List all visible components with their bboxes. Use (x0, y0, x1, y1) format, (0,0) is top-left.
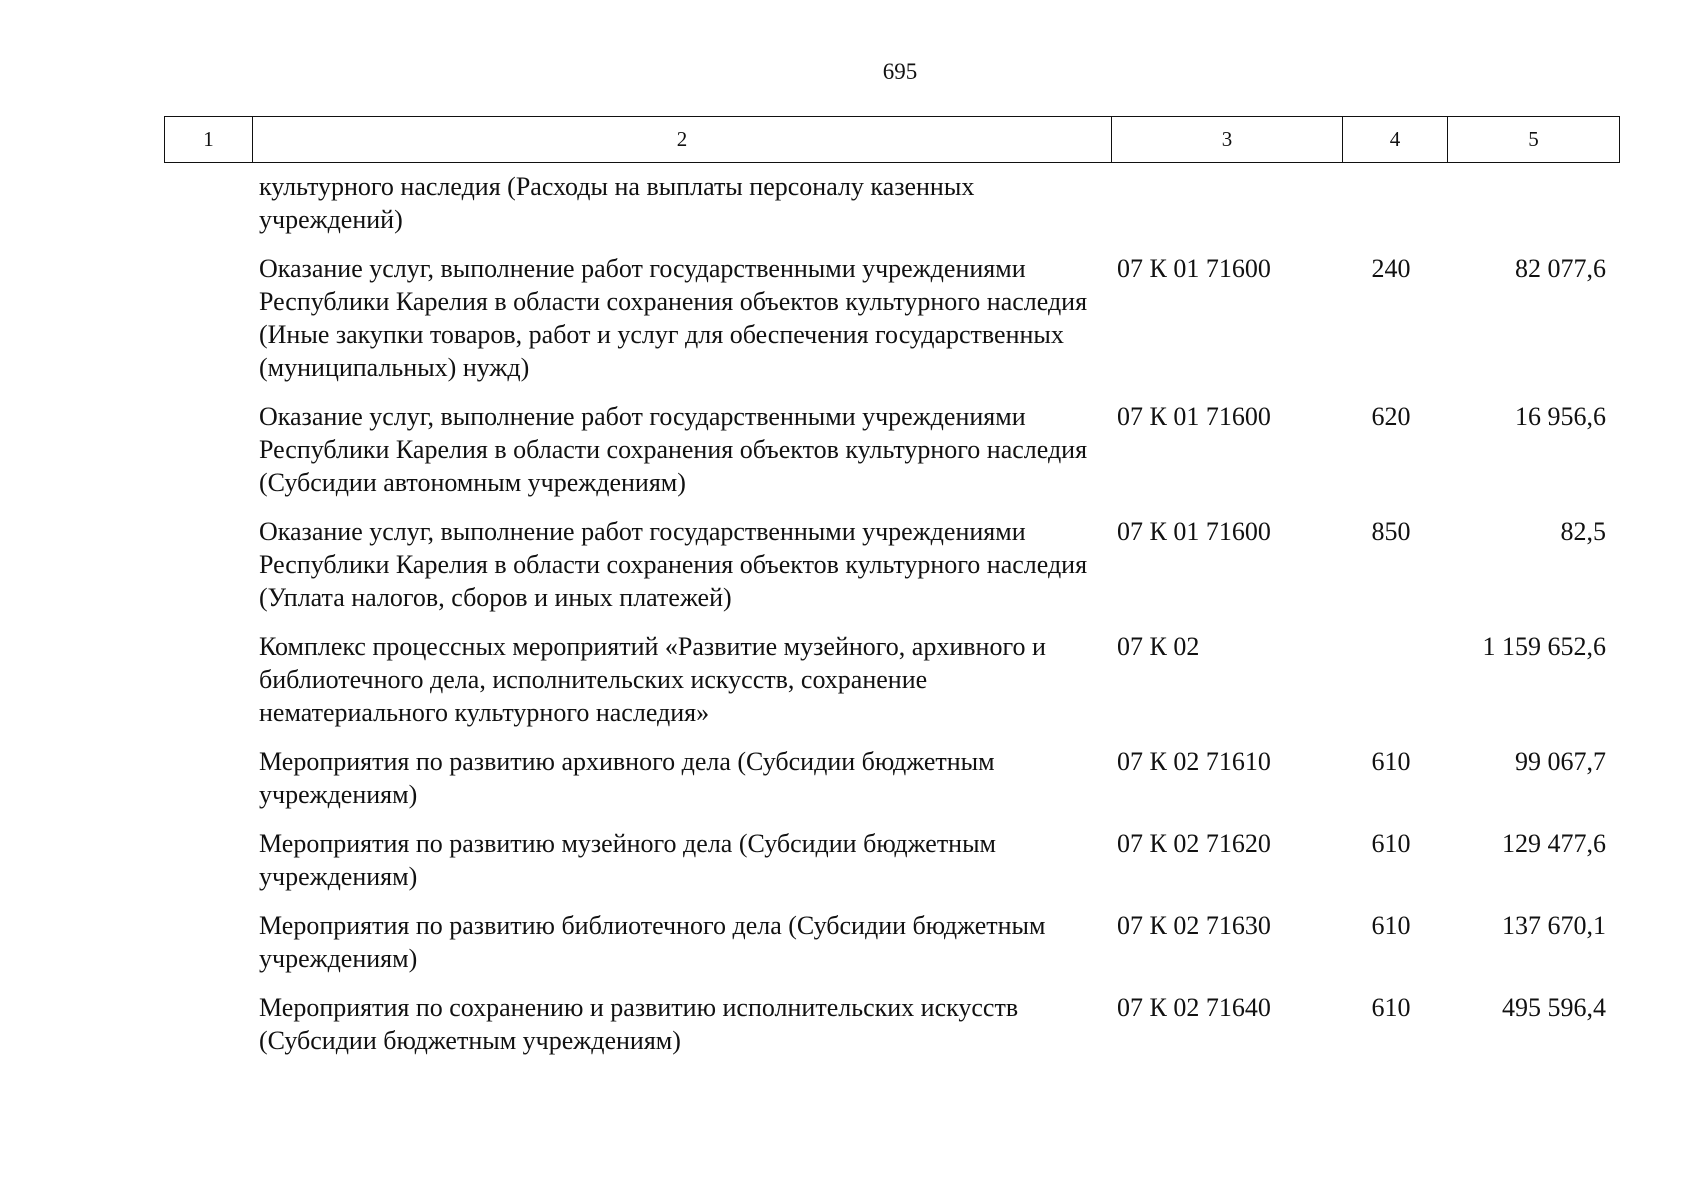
row-name: Мероприятия по развитию библиотечного дела (Субсидии бюджетным учреждениям) (259, 911, 1046, 973)
row-amount: 82 077,6 (1515, 254, 1606, 283)
column-header-3: 3 (1112, 117, 1343, 163)
column-header-1: 1 (165, 117, 253, 163)
table-row (164, 827, 1614, 893)
row-name: Мероприятия по сохранению и развитию исполнительских искусств (Субсидии бюджетным учреждениям) (259, 993, 1019, 1055)
row-type: 610 (1371, 747, 1411, 776)
table-body (164, 170, 1614, 1073)
row-number-cell (164, 400, 259, 499)
column-header-2: 2 (253, 117, 1112, 163)
row-number-cell (164, 630, 259, 729)
row-name: Оказание услуг, выполнение работ государственными учреждениями Республики Карелия в области сохранения объектов культурного наследия (Уплата налогов, сборов и иных платежей) (259, 517, 1088, 612)
page-number: 695 (882, 59, 918, 84)
table-row (164, 909, 1614, 975)
table-row (164, 170, 1614, 236)
row-amount: 16 956,6 (1515, 402, 1606, 431)
row-code: 07 К 01 71600 (1117, 517, 1271, 546)
row-name: Мероприятия по развитию архивного дела (Субсидии бюджетным учреждениям) (259, 747, 995, 809)
row-amount (1443, 170, 1614, 236)
row-type: 850 (1371, 517, 1411, 546)
row-name: Мероприятия по развитию музейного дела (Субсидии бюджетным учреждениям) (259, 829, 997, 891)
row-code: 07 К 02 71620 (1117, 829, 1271, 858)
row-type (1339, 170, 1443, 236)
row-code: 07 К 01 71600 (1117, 254, 1271, 283)
row-number-cell (164, 909, 259, 975)
row-code (1109, 170, 1339, 236)
column-header-5: 5 (1448, 117, 1620, 163)
row-code: 07 К 02 71640 (1117, 993, 1271, 1022)
row-code: 07 К 02 71610 (1117, 747, 1271, 776)
row-amount: 1 159 652,6 (1482, 632, 1606, 661)
row-type: 610 (1371, 829, 1411, 858)
row-number-cell (164, 991, 259, 1057)
row-code: 07 К 02 (1117, 632, 1200, 661)
row-amount: 137 670,1 (1502, 911, 1606, 940)
row-type (1339, 630, 1443, 729)
row-name: культурного наследия (Расходы на выплаты персоналу казенных учреждений) (259, 172, 975, 234)
row-type: 610 (1371, 911, 1411, 940)
row-type: 240 (1371, 254, 1411, 283)
row-amount: 495 596,4 (1502, 993, 1606, 1022)
row-number-cell (164, 745, 259, 811)
row-amount: 82,5 (1560, 517, 1606, 546)
row-code: 07 К 01 71600 (1117, 402, 1271, 431)
row-number-cell (164, 252, 259, 384)
table-row (164, 991, 1614, 1057)
column-header-4: 4 (1343, 117, 1448, 163)
row-type: 610 (1371, 993, 1411, 1022)
table-row (164, 252, 1614, 384)
column-header-table (164, 116, 1620, 163)
row-code: 07 К 02 71630 (1117, 911, 1271, 940)
table-row (164, 515, 1614, 614)
row-amount: 129 477,6 (1502, 829, 1606, 858)
row-number-cell (164, 827, 259, 893)
table-row (164, 400, 1614, 499)
column-header-row (165, 117, 1620, 163)
table-row (164, 630, 1614, 729)
row-name: Оказание услуг, выполнение работ государственными учреждениями Республики Карелия в области сохранения объектов культурного наследия (Субсидии автономным учреждениям) (259, 402, 1088, 497)
row-amount: 99 067,7 (1515, 747, 1606, 776)
row-number-cell (164, 515, 259, 614)
row-type: 620 (1371, 402, 1411, 431)
row-number-cell (164, 170, 259, 236)
row-name: Оказание услуг, выполнение работ государственными учреждениями Республики Карелия в области сохранения объектов культурного наследия (Иные закупки товаров, работ и услуг для обеспечения государственных (муниципальных) нужд) (259, 254, 1088, 382)
row-name: Комплекс процессных мероприятий «Развитие музейного, архивного и библиотечного дела, исполнительских искусств, сохранение нематериального культурного наследия» (259, 632, 1046, 727)
table-row (164, 745, 1614, 811)
